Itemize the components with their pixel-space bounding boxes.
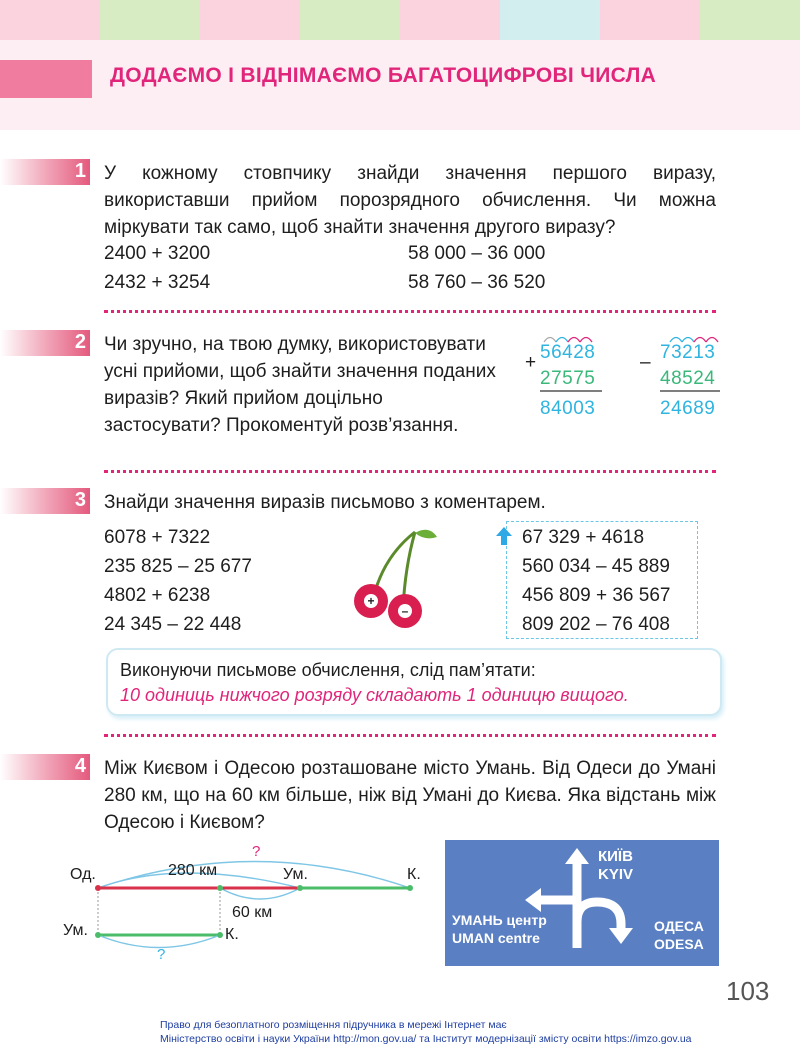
task-3-expr: 67 329 + 4618 — [522, 527, 645, 548]
up-arrow-icon — [495, 526, 513, 546]
top-color-stripes — [0, 0, 800, 40]
label-um-2: Ум. — [63, 922, 88, 939]
stripe — [100, 0, 200, 40]
addend-1 — [540, 342, 595, 364]
task-3-expr: 456 809 + 36 567 — [522, 585, 671, 606]
question-top: ? — [252, 843, 261, 860]
difference-arc — [220, 888, 300, 899]
stripe — [200, 0, 300, 40]
footer-line-2: Міністерство освіти і науки України http://mon.gov.ua/ та Інститут модернізації змісту освіти https://imzo.gov.ua — [160, 1033, 692, 1045]
difference-result-value: 24689 — [660, 398, 716, 419]
task-4-text: Між Києвом і Одесою розташоване місто Умань. Від Одеси до Умані 280 км, що на 60 км більше, ніж від Умані до Києва. Яка відстань між Одесою і Києвом? — [104, 758, 716, 833]
stripe — [500, 0, 600, 40]
sum-result — [540, 398, 595, 420]
task-3-text: Знайди значення виразів письмово з коментарем. — [104, 492, 546, 513]
label-k-2: К. — [225, 926, 239, 943]
question-bottom: ? — [157, 946, 166, 963]
task-1-expr: 58 000 – 36 000 — [408, 243, 546, 264]
task-3-expr: 4802 + 6238 — [104, 585, 211, 606]
addend-1-value: 56428 — [540, 342, 596, 363]
rule-note-line-2: 10 одиниць нижчого розряду складають 1 одиницю вищого. — [120, 685, 629, 705]
arrow-left-icon — [525, 888, 541, 912]
sign-kyiv-en: KYIV — [598, 866, 634, 883]
sum-result-value: 84003 — [540, 398, 596, 419]
dotted-divider — [104, 734, 716, 737]
label-k: К. — [407, 866, 421, 883]
distance-280: 280 км — [168, 862, 218, 879]
task-1-expr: 2400 + 3200 — [104, 243, 211, 264]
sign-uman-ua: УМАНЬ центр — [452, 912, 547, 928]
task-3-expr: 560 034 – 45 889 — [522, 556, 670, 577]
task-3-expr: 809 202 – 76 408 — [522, 614, 670, 635]
plus-symbol: + — [367, 594, 375, 608]
page-number: 103 — [726, 976, 770, 1006]
addend-2-value: 27575 — [540, 368, 596, 389]
stripe — [300, 0, 400, 40]
task-number: 2 — [74, 331, 86, 353]
minus-symbol: – — [401, 604, 409, 618]
stripe — [600, 0, 700, 40]
minus-sign: – — [640, 352, 651, 373]
page-title: ДОДАЄМО І ВІДНІМАЄМО БАГАТОЦИФРОВІ ЧИСЛА — [110, 64, 657, 87]
arrow-turn-icon — [609, 928, 633, 944]
task-2-text: Чи зручно, на твою думку, використовувати усні прийоми, щоб знайти значення поданих виразів? Який прийом доцільно застосувати? Прокоментуй розв’язання. — [104, 334, 496, 436]
difference-result — [660, 398, 715, 420]
plus-sign: + — [525, 352, 537, 373]
addend-2 — [540, 368, 595, 390]
task-1-expr: 2432 + 3254 — [104, 272, 211, 293]
task-1-tab — [0, 159, 90, 185]
rule-note-line-1: Виконуючи письмове обчислення, слід пам’ятати: — [120, 660, 536, 680]
subtrahend — [660, 368, 715, 390]
task-3-tab — [0, 488, 90, 514]
stripe — [700, 0, 800, 40]
sign-kyiv-ua: КИЇВ — [598, 848, 633, 865]
task-2-tab — [0, 330, 90, 356]
task-3-expr: 24 345 – 22 448 — [104, 614, 242, 635]
sign-odesa-ua: ОДЕСА — [654, 918, 704, 934]
arrow-up-icon — [565, 848, 589, 864]
task-number: 3 — [74, 489, 86, 511]
task-1-expr: 58 760 – 36 520 — [408, 272, 546, 293]
stripe — [400, 0, 500, 40]
minuend-value: 73213 — [660, 342, 716, 363]
rule-note — [106, 648, 722, 716]
task-number: 1 — [74, 160, 86, 182]
footer-line-1: Право для безоплатного розміщення підручника в мережі Інтернет має — [160, 1019, 507, 1031]
sign-odesa-en: ODESA — [654, 936, 704, 952]
sign-uman-en: UMAN centre — [452, 930, 540, 946]
total-distance-arc — [98, 862, 410, 889]
header-accent — [0, 60, 92, 98]
task-number: 4 — [74, 755, 86, 777]
dotted-divider — [104, 310, 716, 313]
dotted-divider — [104, 470, 716, 473]
task-4-tab — [0, 754, 90, 780]
task-1-text: У кожному стовпчику знайди значення першого виразу, використавши прийом порозрядного обчислення. Чи можна міркувати так само, щоб знайти значення другого виразу? — [104, 163, 716, 238]
subtrahend-value: 48524 — [660, 368, 716, 389]
footer — [160, 1018, 692, 1046]
distance-60: 60 км — [232, 904, 273, 921]
minuend — [660, 342, 715, 364]
label-od: Од. — [70, 866, 96, 883]
label-um: Ум. — [283, 866, 308, 883]
task-3-expr: 6078 + 7322 — [104, 527, 211, 548]
cherries-illustration — [345, 527, 440, 637]
task-3-expr: 235 825 – 25 677 — [104, 556, 252, 577]
stripe — [0, 0, 100, 40]
